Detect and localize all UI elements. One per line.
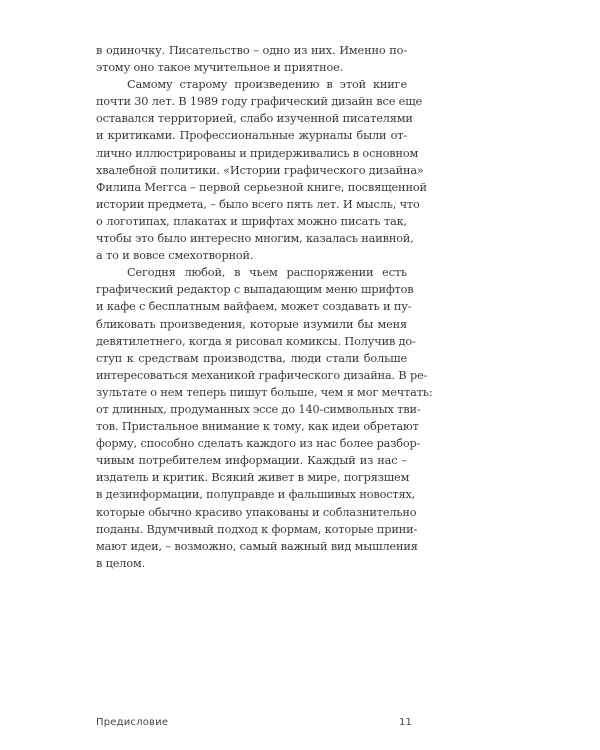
text-line: хвалебной политики. «Истории графического дизайна»	[96, 163, 424, 177]
text-line: почти 30 лет. В 1989 году графический дизайн все еще	[96, 95, 423, 109]
paragraph	[96, 42, 407, 76]
text-line: и критиками. Профессиональные журналы были от-	[96, 129, 407, 143]
text-line: Сегодня любой, в чьем распоряжении есть	[127, 266, 407, 280]
text-line: в целом.	[96, 556, 146, 570]
text-line: интересоваться механикой графического дизайна. В ре-	[96, 368, 428, 382]
paragraph	[96, 76, 427, 264]
text-line: графический редактор с выпадающим меню шрифтов	[96, 283, 414, 297]
text-line: а то и вовсе смехотворной.	[96, 249, 254, 263]
paragraph	[96, 264, 433, 572]
text-line: истории предмета, – было всего пять лет. И мысль, что	[96, 197, 420, 211]
running-footer-title: Предисловие	[96, 717, 169, 728]
text-line: тов. Пристальное внимание к тому, как идеи обретают	[96, 420, 419, 434]
text-line: форму, способно сделать каждого из нас более разбор-	[96, 437, 421, 451]
text-line: ступ к средствам производства, люди стали больше	[96, 351, 407, 365]
text-line: чтобы это было интересно многим, казалась наивной,	[96, 232, 414, 246]
body-text	[96, 42, 433, 572]
text-line: девятилетнего, когда я рисовал комиксы. Получив до-	[96, 334, 416, 348]
text-line: Самому старому произведению в этой книге	[127, 78, 407, 92]
text-line: от длинных, продуманных эссе до 140-символьных тви-	[96, 402, 421, 416]
text-line: поданы. Вдумчивый подход к формам, которые прини-	[96, 522, 418, 536]
text-line: в дезинформации, полуправде и фальшивых новостях,	[96, 488, 416, 502]
text-line: которые обычно красиво упакованы и соблазнительно	[96, 505, 417, 519]
text-line: Филипа Меггса – первой серьезной книге, посвященной	[96, 180, 427, 194]
text-line: мают идеи, – возможно, самый важный вид мышления	[96, 539, 418, 553]
text-line: издатель и критик. Всякий живет в мире, погрязшем	[96, 471, 410, 485]
text-line: бликовать произведения, которые изумили бы меня	[96, 317, 407, 331]
page-number: 11	[399, 717, 413, 728]
text-line: в одиночку. Писательство – одно из них. Именно по-	[96, 44, 407, 57]
text-line: этому оно такое мучительное и приятное.	[96, 61, 344, 75]
text-line: и кафе с бесплатным вайфаем, может создавать и пу-	[96, 300, 412, 314]
text-line: о логотипах, плакатах и шрифтах можно писать так,	[96, 214, 407, 228]
text-line: лично иллюстрированы и придерживались в основном	[96, 146, 419, 160]
text-line: чивым потребителем информации. Каждый из нас –	[96, 454, 407, 468]
text-line: оставался территорией, слабо изученной писателями	[96, 112, 413, 126]
text-line: зультате о нем теперь пишут больше, чем я мог мечтать:	[96, 385, 433, 399]
